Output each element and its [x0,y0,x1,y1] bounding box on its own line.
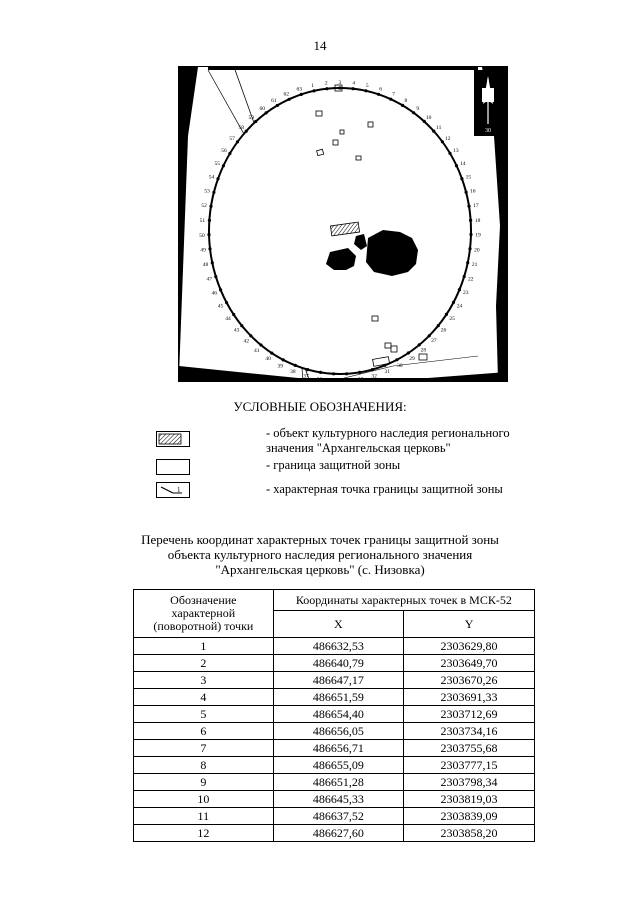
svg-text:30: 30 [485,128,491,134]
boundary-point [467,205,470,208]
boundary-point-label: 10 [425,114,432,121]
table-title [0,532,640,577]
north-arrow-icon [474,70,502,136]
column-header-designation: Обозначение характерной (поворотной) точки [134,590,274,638]
boundary-point [358,371,361,374]
boundary-point-label: 34 [344,377,350,382]
boundary-point-label: 31 [384,369,391,375]
table-cell-x: 486637,52 [273,808,403,825]
boundary-point-label: 50 [199,232,205,239]
boundary-point [401,104,404,107]
boundary-point [377,93,380,96]
boundary-point [276,104,279,107]
boundary-point-label: 7 [392,91,395,98]
boundary-point-label: 52 [201,203,207,210]
boundary-point-label: 6 [379,86,382,93]
table-title-line: Перечень координат характерных точек границы защитной зоны [141,532,499,547]
table-cell-n: 1 [134,638,274,655]
boundary-point [460,177,463,180]
boundary-point-label: 8 [404,98,408,105]
boundary-point-label: 46 [211,290,217,297]
boundary-point [222,164,225,167]
table-cell-n: 12 [134,825,274,842]
boundary-point-label: 27 [431,338,437,345]
boundary-point [455,164,458,167]
table-title-line: "Архангельская церковь" (с. Низовка) [215,562,425,577]
boundary-point [219,288,222,291]
table-cell-x: 486651,28 [273,774,403,791]
table-row [134,825,535,842]
table-row [134,706,535,723]
boundary-point-label: 45 [217,303,224,310]
boundary-point-label: 19 [475,232,481,239]
boundary-point [225,301,228,304]
boundary-point-label: 35 [330,377,336,382]
boundary-point [469,233,472,236]
boundary-point-label: 24 [456,303,463,310]
boundary-point-label: 11 [436,124,442,131]
table-row [134,757,535,774]
boundary-point [389,98,392,101]
boundary-point [249,334,252,337]
boundary-point [208,219,211,222]
boundary-point-label: 62 [283,91,290,98]
boundary-point-label: 54 [208,174,215,181]
boundary-point [259,343,262,346]
svg-text:1: 1 [177,486,181,494]
boundary-point [265,111,268,114]
boundary-point [437,324,440,327]
boundary-point-label: 42 [243,338,249,345]
boundary-point-label: 44 [225,316,231,322]
boundary-point [468,247,471,250]
boundary-point [209,205,212,208]
table-cell-y: 2303629,80 [404,638,535,655]
boundary-point-label: 51 [199,217,206,224]
boundary-point-label: 29 [409,356,415,363]
boundary-point [332,372,335,375]
legend-text: - характерная точка границы защитной зоны [266,482,503,496]
boundary-point [466,261,469,264]
boundary-point-label: 55 [214,161,220,168]
boundary-point [448,152,451,155]
legend-item [156,426,546,456]
table-cell-n: 6 [134,723,274,740]
boundary-point [469,219,472,222]
boundary-point-label: 60 [259,105,265,112]
boundary-point-label: 63 [296,86,303,93]
boundary-point [412,111,415,114]
legend-item [156,458,546,476]
hatched-rectangle-icon [156,431,190,447]
table-cell-y: 2303755,68 [404,740,535,757]
column-header-x: X [273,611,403,638]
boundary-point-label: 58 [238,125,244,131]
boundary-point-label: 23 [463,290,469,297]
table-cell-n: 8 [134,757,274,774]
boundary-point [319,371,322,374]
table-row [134,808,535,825]
boundary-point [294,364,297,367]
boundary-point [351,87,354,90]
table-cell-y: 2303839,09 [404,808,535,825]
boundary-point [208,247,211,250]
table-cell-n: 2 [134,655,274,672]
boundary-point-label: 37 [303,373,309,380]
boundary-point [418,343,421,346]
boundary-point [207,233,210,236]
boundary-point-label: 14 [460,161,466,167]
legend-text: - объект культурного наследия регионального значения "Архангельская церковь" [266,426,510,455]
table-cell-n: 10 [134,791,274,808]
boundary-point [212,191,215,194]
boundary-point-label: 25 [449,315,455,322]
legend-item [156,482,546,500]
boundary-point [395,358,398,361]
boundary-point-label: 4 [352,80,356,87]
legend-heading: УСЛОВНЫЕ ОБОЗНАЧЕНИЯ: [233,399,407,414]
boundary-point [245,130,248,133]
table-row [134,655,535,672]
boundary-point-label: 22 [468,276,474,283]
boundary-point-label: 18 [474,217,481,224]
table-cell-n: 11 [134,808,274,825]
boundary-point-label: 36 [316,376,323,382]
table-cell-y: 2303712,69 [404,706,535,723]
boundary-point [312,89,315,92]
boundary-point-label: 53 [204,188,210,195]
boundary-point [432,130,435,133]
boundary-point [236,140,239,143]
table-cell-n: 3 [134,672,274,689]
boundary-point [211,261,214,264]
boundary-point [325,87,328,90]
boundary-point-label: 59 [248,114,254,121]
boundary-point [465,191,468,194]
boundary-point [228,152,231,155]
coordinates-table-body [134,638,535,842]
boundary-point [345,372,348,375]
boundary-point-label: 47 [206,276,212,283]
boundary-line-icon [156,459,190,475]
table-cell-x: 486645,33 [273,791,403,808]
table-row [134,791,535,808]
boundary-point-label: 1 [311,83,314,89]
protection-zone-map [178,66,508,382]
boundary-point-label: 21 [471,262,478,269]
boundary-point [364,89,367,92]
table-cell-y: 2303649,70 [404,655,535,672]
boundary-point [371,368,374,371]
boundary-point-label: 43 [233,327,240,334]
boundary-point-label: 57 [229,136,235,143]
boundary-point-label: 32 [371,373,377,380]
table-cell-n: 4 [134,689,274,706]
table-cell-x: 486656,05 [273,723,403,740]
boundary-point [216,177,219,180]
legend-text: - граница защитной зоны [266,458,401,472]
table-cell-y: 2303777,15 [404,757,535,774]
boundary-point-label: 17 [473,203,479,209]
table-cell-x: 486640,79 [273,655,403,672]
table-cell-x: 486632,53 [273,638,403,655]
table-cell-y: 2303798,34 [404,774,535,791]
table-row [134,689,535,706]
boundary-point-label: 61 [271,98,277,105]
boundary-point-label: 9 [416,105,420,112]
boundary-point-label: 2 [324,80,328,87]
table-cell-n: 7 [134,740,274,757]
boundary-point-label: 20 [474,247,480,254]
table-cell-y: 2303691,33 [404,689,535,706]
page-number: 14 [313,38,327,53]
boundary-point-label: 12 [445,136,451,142]
boundary-point-label: 41 [253,347,260,354]
boundary-point [407,351,410,354]
table-title-line: объекта культурного наследия регионального значения [167,547,473,562]
boundary-point-label: 30 [397,363,403,370]
boundary-point [428,334,431,337]
boundary-point [441,140,444,143]
table-cell-y: 2303819,03 [404,791,535,808]
table-cell-x: 486647,17 [273,672,403,689]
boundary-point [282,358,285,361]
boundary-point [463,275,466,278]
table-cell-x: 486655,09 [273,757,403,774]
table-row [134,723,535,740]
boundary-point [240,324,243,327]
table-row [134,740,535,757]
map-top-strip [208,67,478,70]
boundary-point-label: 3 [338,80,342,86]
boundary-point-label: 26 [440,327,447,334]
boundary-point-icon [156,482,190,498]
boundary-point [232,313,235,316]
boundary-point-label: 5 [365,82,369,89]
table-cell-x: 486656,71 [273,740,403,757]
boundary-point-label: 56 [221,148,227,155]
table-cell-x: 486654,40 [273,706,403,723]
boundary-point [288,98,291,101]
boundary-point [338,86,341,89]
table-row [134,774,535,791]
boundary-point-label: 40 [265,356,271,363]
boundary-point [254,120,257,123]
boundary-point [300,93,303,96]
column-header-y: Y [404,611,535,638]
boundary-point-label: 49 [200,247,206,254]
column-header-coordinates: Координаты характерных точек в МСК-52 [273,590,534,611]
boundary-point [214,275,217,278]
table-cell-n: 5 [134,706,274,723]
table-row [134,672,535,689]
boundary-point [458,288,461,291]
boundary-point [306,368,309,371]
boundary-point-label: 48 [202,262,209,269]
boundary-point [445,313,448,316]
table-cell-n: 9 [134,774,274,791]
boundary-point-label: 38 [290,369,296,375]
boundary-point-label: 15 [465,174,472,181]
boundary-point-label: 16 [470,188,476,195]
table-cell-x: 486627,60 [273,825,403,842]
boundary-point [270,352,273,355]
boundary-point-label: 39 [277,363,283,370]
table-row [134,638,535,655]
table-cell-y: 2303670,26 [404,672,535,689]
table-cell-y: 2303858,20 [404,825,535,842]
table-cell-x: 486651,59 [273,689,403,706]
boundary-point-label: 33 [357,376,364,382]
boundary-point-label: 13 [453,148,459,155]
boundary-point-label: 28 [420,347,427,354]
boundary-point [452,301,455,304]
table-cell-y: 2303734,16 [404,723,535,740]
coordinates-table [133,589,535,842]
